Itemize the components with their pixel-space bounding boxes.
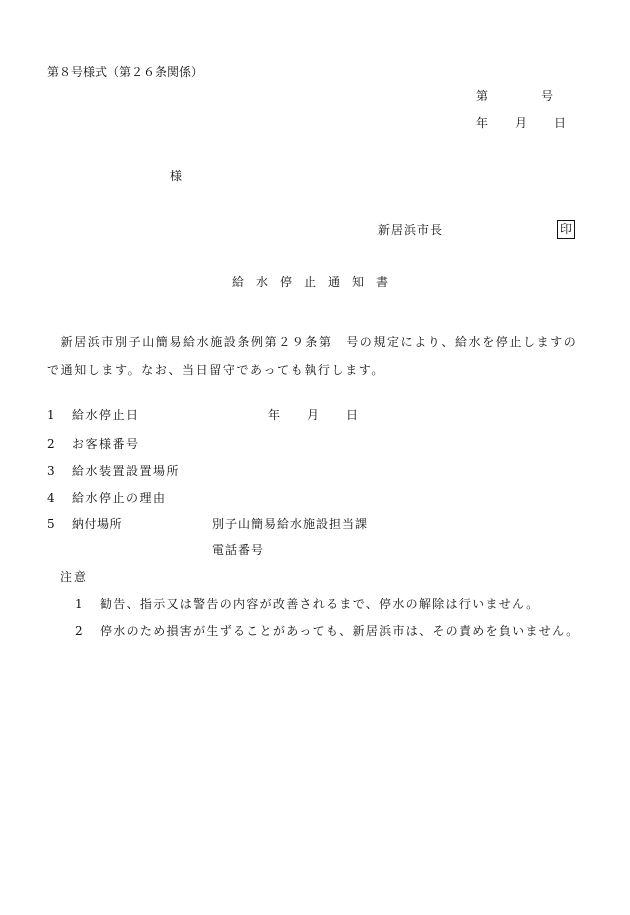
- note-text: 停水のため損害が生ずることがあっても、新居浜市は、その責めを負いません。: [100, 624, 580, 638]
- item-number: 5: [47, 517, 55, 531]
- item-number: 3: [47, 464, 55, 478]
- document-title: 給 水 停 止 通 知 書: [232, 275, 389, 289]
- item-label-install-location: 給水装置設置場所: [72, 464, 181, 478]
- document-number: 第 号: [476, 89, 555, 103]
- note-text: 勧告、指示又は警告の内容が改善されるまで、停水の解除は行いません。: [100, 597, 540, 611]
- notice-body-line-1: 新居浜市別子山簡易給水施設条例第２９条第 号の規定により、給水を停止しますの: [47, 335, 578, 349]
- notice-body-line-2: で通知します。なお、当日留守であっても執行します。: [47, 363, 385, 377]
- addressee-suffix: 様: [170, 169, 183, 183]
- notice-body: [47, 328, 607, 384]
- item-number: 2: [47, 437, 55, 451]
- seal-mark: 印: [557, 220, 575, 239]
- item-label-customer-number: お客様番号: [72, 437, 140, 451]
- item-number: 4: [47, 491, 55, 505]
- note-number: 1: [75, 597, 84, 611]
- note-number: 2: [75, 624, 84, 638]
- item-value-stop-date: 年 月 日: [268, 408, 360, 422]
- item-number: 1: [47, 408, 55, 422]
- item-value-payment-place: 別子山簡易給水施設担当課: [212, 517, 369, 531]
- item-label-stop-reason: 給水停止の理由: [72, 491, 167, 505]
- item-value-phone-number: 電話番号: [212, 543, 265, 557]
- notes-heading: 注意: [60, 570, 89, 584]
- form-number: 第８号様式（第２６条関係）: [47, 65, 204, 79]
- issuer-name: 新居浜市長: [378, 223, 444, 237]
- item-label-payment-place: 納付場所: [72, 517, 123, 531]
- item-label-stop-date: 給水停止日: [72, 408, 140, 422]
- document-date: 年 月 日: [476, 116, 568, 130]
